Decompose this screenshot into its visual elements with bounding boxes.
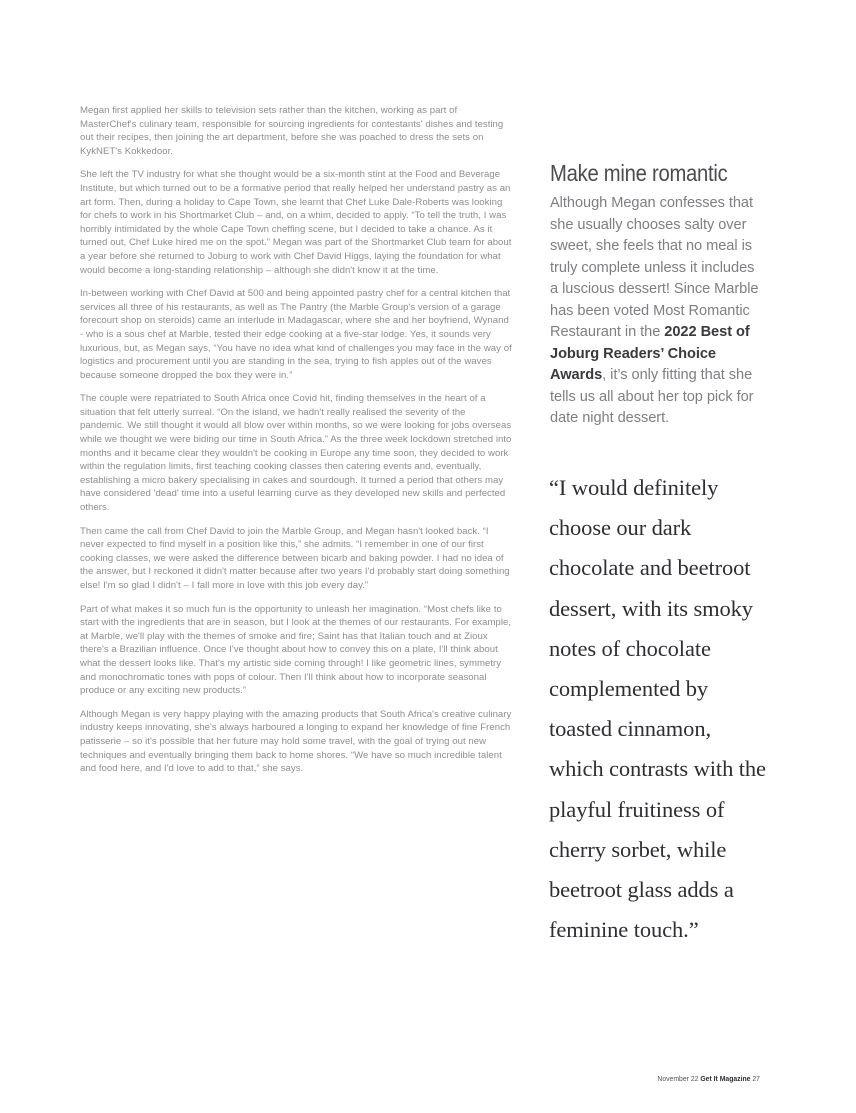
footer-page-number: 27 <box>750 1074 760 1083</box>
article-paragraph: The couple were repatriated to South Africa once Covid hit, finding themselves in the heart of a situation that felt utterly surreal. “On the island, we hadn't really realised the severity of the pandemic. We still thought it would all blow over within months, so we were looking for jobs overseas while we thought we were biding our time in South Africa.” As the three week lockdown stretched into months and it became clear they wouldn't be cooking in Europe any time soon, they decided to work within the regulation limits, first teaching cooking classes then catering events and, eventually, establishing a micro bakery specialising in cakes and sourdough. It turned a period that others may have considered 'dead' time into a useful learning curve as they developed new skills and perfected others. <box>80 393 512 514</box>
sidebar-body-lead: Although Megan confesses that she usually chooses salty over sweet, she feels that no meal is truly complete unless it includes a luscious dessert! Since Marble has been voted Most Romantic Restaurant in the <box>550 195 759 340</box>
article-paragraph: Then came the call from Chef David to join the Marble Group, and Megan hasn't looked back. “I never expected to find myself in a position like this,” she admits. “I remember in one of our first cooking classes, we were asked the difference between bicarb and baking powder. I had no idea of the answer, but I reckoned it didn't matter because after two years I'd probably start doing something else! I'm so glad I didn't – I fall more in love with this job every day.” <box>80 525 510 591</box>
sidebar-body <box>550 193 762 430</box>
sidebar-body-tail: , it’s only fitting that she tells us all about her top pick for date night dessert. <box>550 367 754 426</box>
page-footer <box>657 1074 760 1084</box>
footer-masthead: Get It Magazine <box>700 1074 751 1083</box>
sidebar-heading: Make mine romantic <box>550 160 728 186</box>
article-body-column <box>80 104 512 776</box>
article-paragraph: In-between working with Chef David at 500 and being appointed pastry chef for a central kitchen that services all three of his restaurants, as well as The Pantry (the Marble Group's version of a garage forecourt shop on steroids) came an interlude in Madagascar, where she and her boyfriend, Wynand - who is a sous chef at Marble, tested their edge cooking at a five-star lodge. Yes, it sounds very luxurious, but, as Megan says, “You have no idea what kind of challenges you may face in the way of logistics and procurement until you are standing in the sea, trying to fish apples out of the waves because someone dropped the box they were in.” <box>80 288 512 381</box>
article-paragraph: Although Megan is very happy playing with the amazing products that South Africa's creative culinary industry keeps innovating, she's always harboured a longing to expand her knowledge of fine French patisserie – so it's possible that her future may hold some travel, with the goal of trying out new techniques and eventually bringing them back to home shores. “We have so much incredible talent and food here, and I'd love to add to that,” she says. <box>80 708 512 775</box>
footer-issue-date: November 22 <box>657 1074 701 1083</box>
sidebar-column <box>550 160 762 430</box>
award-name: 2022 Best of Joburg Readers’ Choice Awards <box>550 324 750 383</box>
article-paragraph: Megan first applied her skills to television sets rather than the kitchen, working as part of MasterChef's culinary team, responsible for sourcing ingredients for contestants' dishes and testing out their recipes, then joining the art department, before she was poached to dress the sets on KykNET's Kokkedoor. <box>80 105 504 157</box>
article-paragraph: Part of what makes it so much fun is the opportunity to unleash her imagination. “Most chefs like to start with the ingredients that are in season, but I look at the themes of our restaurants. For example, at Marble, we'll play with the themes of smoke and fire; Saint has that Italian touch and at Zioux there's a Brazilian influence. Once I've thought about how to convey this on a plate, I'll think about what the dessert looks like. That's my artistic side coming through! I like geometric lines, symmetry and monochromatic tones with pops of colour. Then I'll think about how to incorporate seasonal produce or any exciting new products.” <box>80 603 512 697</box>
pull-quote: “I would definitely choose our dark chocolate and beetroot dessert, with its smoky notes of chocolate complemented by toasted cinnamon, which contrasts with the playful fruitiness of cherry sorbet, while beetroot glass adds a feminine touch.” <box>549 475 766 943</box>
article-paragraph: She left the TV industry for what she thought would be a six-month stint at the Food and Beverage Institute, but which turned out to be a formative period that really helped her understand pastry as an art form. Then, during a holiday to Cape Town, she learnt that Chef Luke Dale-Roberts was looking for chefs to work in his Shortmarket Club – and, on a whim, decided to apply. “To tell the truth, I was horribly intimidated by the whole Cape Town cheffing scene, but I decided to take a chance. As it turned out, Chef Luke hired me on the spot.” Megan was part of the Shortmarket Club team for about a year before she returned to Joburg to work with Chef David Higgs, laying the foundation for what would become a long-standing relationship – although she didn't know it at the time. <box>80 169 512 276</box>
